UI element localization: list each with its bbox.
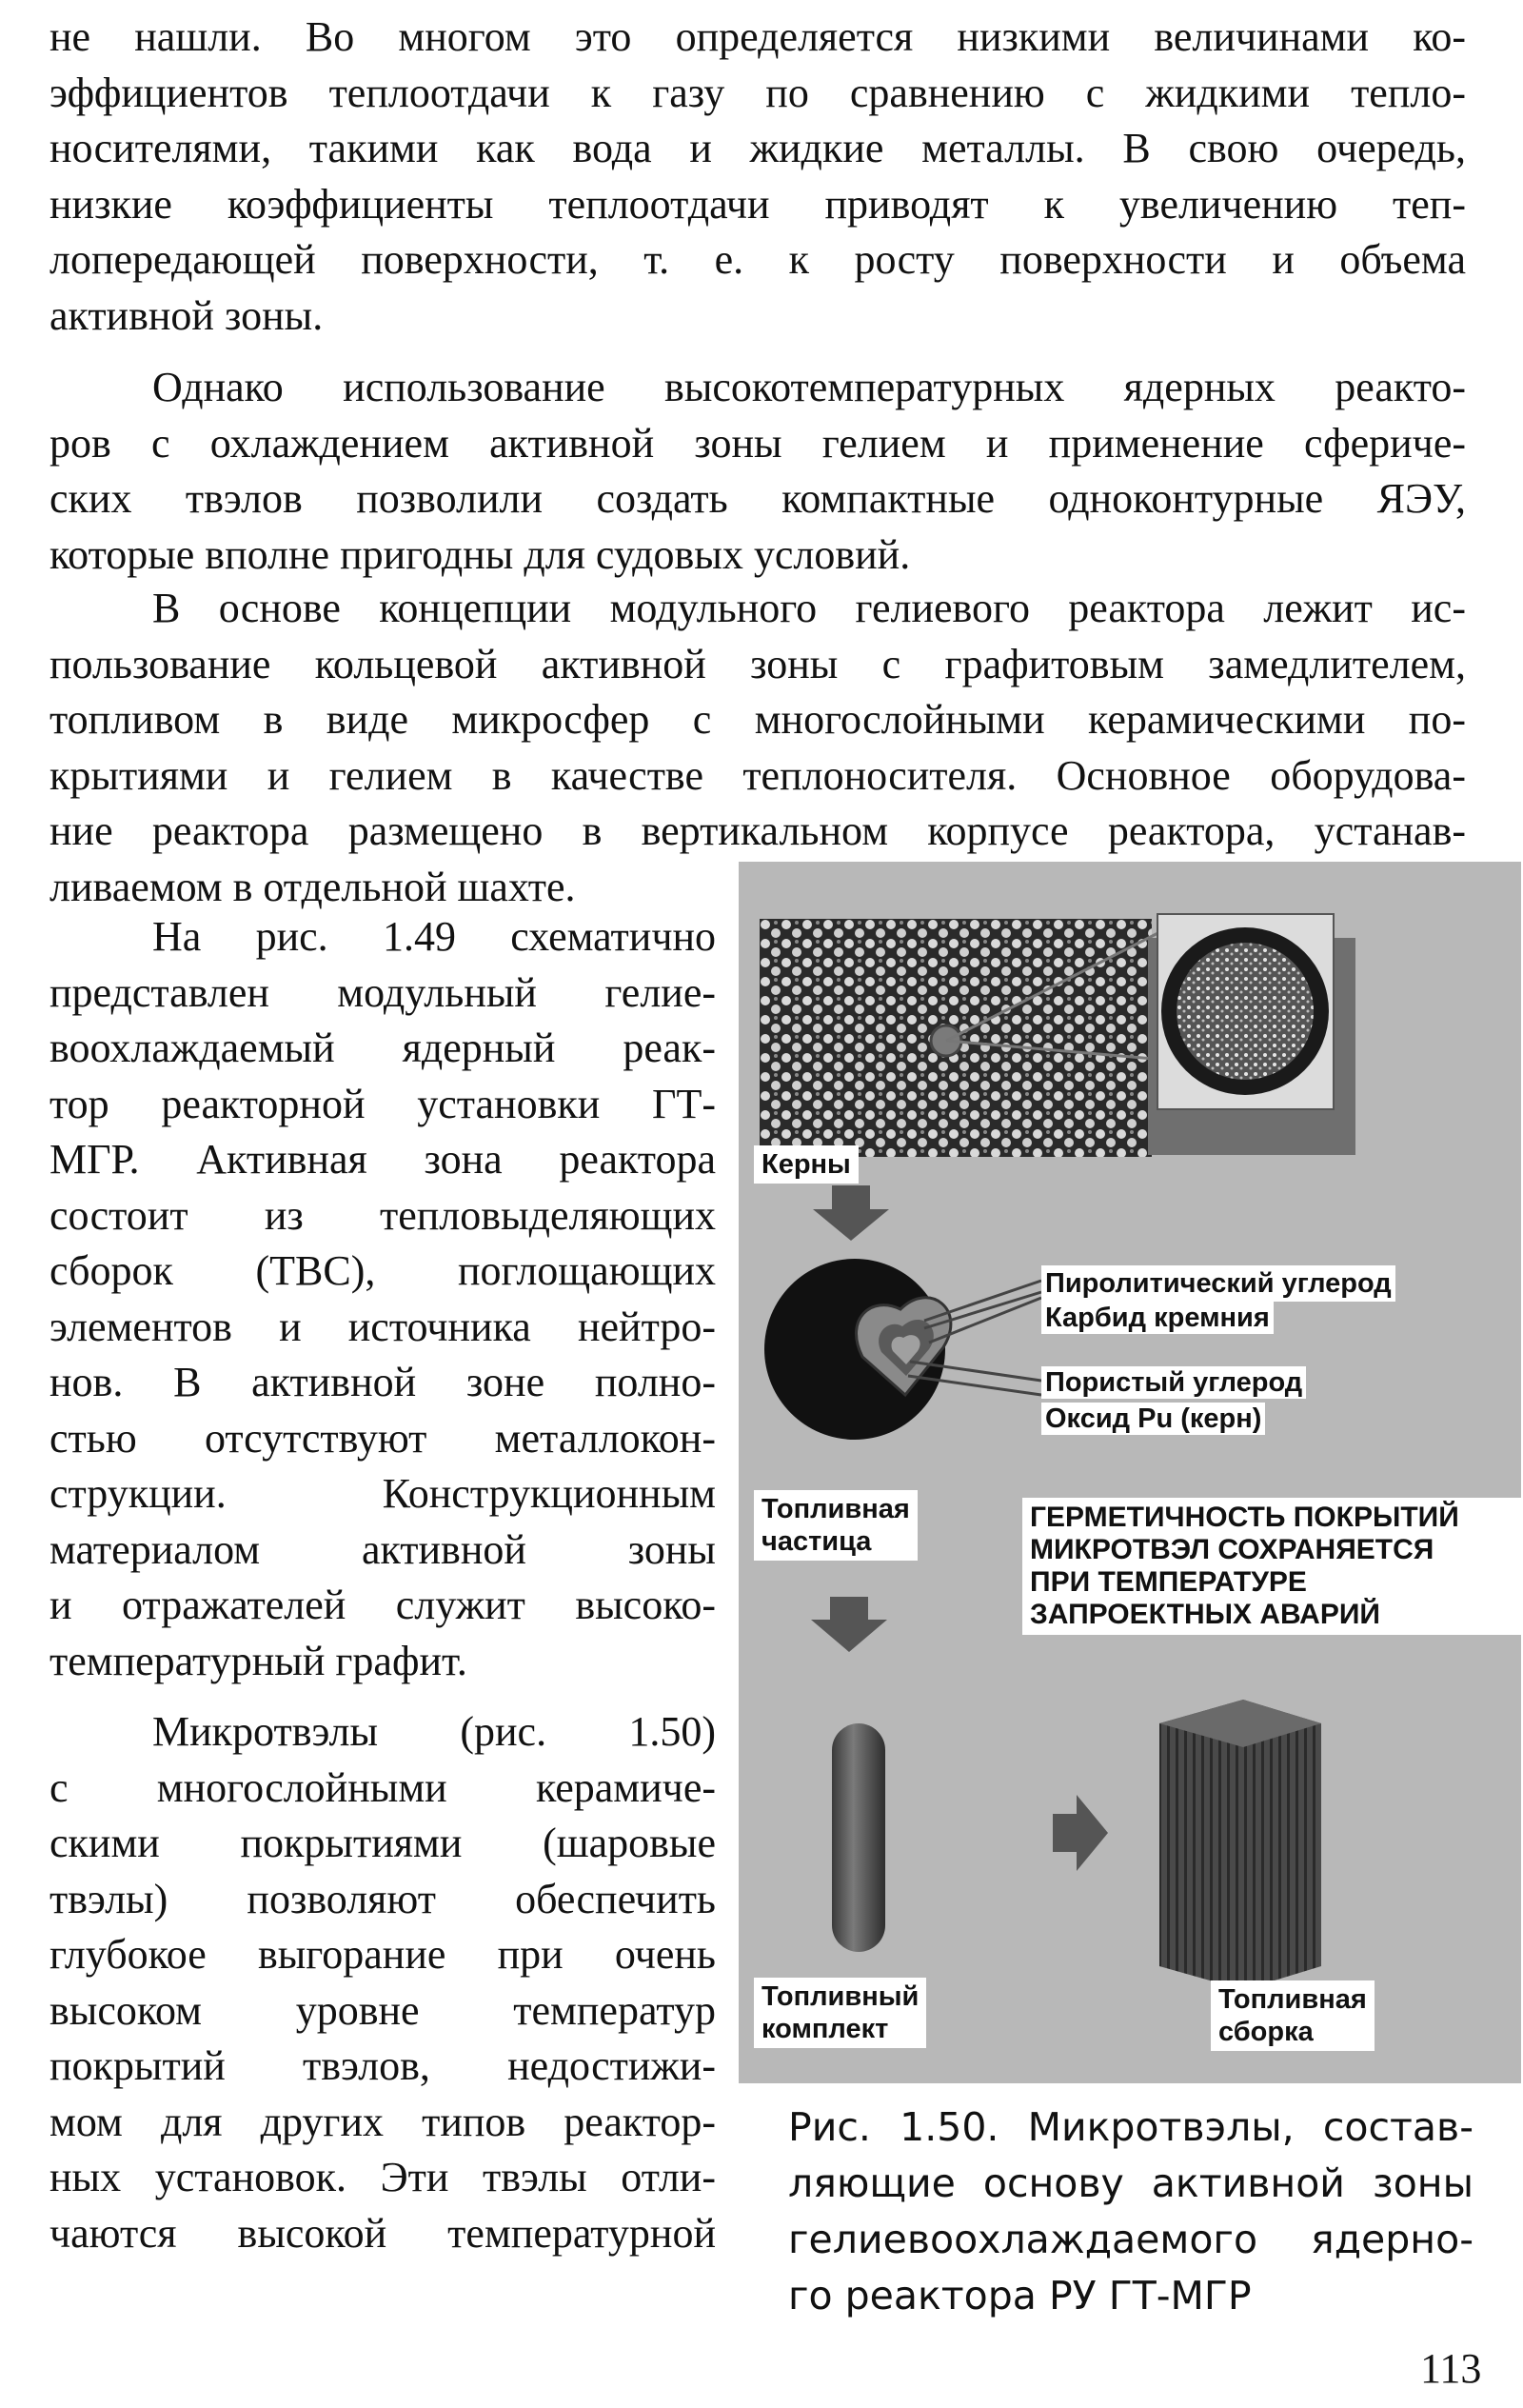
text-line: струкции. Конструкционным xyxy=(49,1470,716,1517)
paragraph-4 xyxy=(49,909,716,1689)
label-line: комплект xyxy=(762,2014,889,2044)
text-line: пользование кольцевой активной зоны с графитовым замедлителем, xyxy=(49,640,1466,687)
text-line: ских твэлов позволили создать компактные одноконтурные ЯЭУ, xyxy=(49,475,1466,522)
caption-line: го реактора РУ ГТ-МГР xyxy=(788,2273,1252,2318)
text-line: глубокое выгорание при очень xyxy=(49,1931,716,1978)
text-line: носителями, такими как вода и жидкие металлы. В свою очередь, xyxy=(49,125,1466,171)
caption-line: ляющие основу активной зоны xyxy=(788,2160,1474,2206)
text-line: не нашли. Во многом это определяется низкими величинами ко- xyxy=(49,13,1466,60)
text-line: низкие коэффициенты теплоотдачи приводят к увеличению теп- xyxy=(49,180,1466,228)
text-line: и отражателей служит высоко- xyxy=(49,1582,716,1628)
text-line: твэлы) позволяют обеспечить xyxy=(49,1875,716,1922)
text-line: высоком уровне температур xyxy=(49,1986,716,2034)
page-number: 113 xyxy=(1420,2345,1482,2392)
text-line: топливом в виде микросфер с многослойными керамическими по- xyxy=(49,696,1466,743)
text-line: ных установок. Эти твэлы отли- xyxy=(49,2154,716,2200)
figure-1-50 xyxy=(739,862,1521,2083)
text-line: мом для других типов реактор- xyxy=(49,2098,716,2145)
label-line: Топливная xyxy=(762,1494,910,1524)
label-coating-integrity xyxy=(1022,1498,1523,1635)
text-line: скими покрытиями (шаровые xyxy=(49,1820,716,1866)
text-line: материалом активной зоны xyxy=(49,1525,716,1573)
label-silicon-carbide: Карбид кремния xyxy=(1041,1302,1274,1334)
figure-caption xyxy=(788,2100,1474,2324)
text-line: На рис. 1.49 схематично xyxy=(152,913,716,960)
label-line: ПРИ ТЕМПЕРАТУРЕ xyxy=(1030,1566,1307,1598)
caption-line: Рис. 1.50. Микротвэлы, состав- xyxy=(788,2104,1474,2150)
text-line: Однако использование высокотемпературных ядерных реакто- xyxy=(152,364,1466,410)
text-line: сборок (ТВС), поглощающих xyxy=(49,1247,716,1294)
text-line: состоит из тепловыделяющих xyxy=(49,1191,716,1239)
text-line: нов. В активной зоне полно- xyxy=(49,1359,716,1405)
label-fuel-compact xyxy=(754,1978,926,2048)
text-line: лопередающей поверхности, т. е. к росту поверхности и объема xyxy=(49,236,1466,283)
label-line: частица xyxy=(762,1526,872,1557)
text-line: стью отсутствуют металлокон- xyxy=(49,1414,716,1462)
label-fuel-particle xyxy=(754,1490,918,1561)
arrow-down-icon xyxy=(813,1185,889,1241)
text-line: В основе концепции модульного гелиевого реактора лежит ис- xyxy=(152,585,1466,631)
label-pu-oxide: Оксид Pu (керн) xyxy=(1041,1403,1265,1435)
paragraph-1 xyxy=(49,10,1466,344)
label-line: сборка xyxy=(1218,2017,1314,2047)
text-line: чаются высокой температурной xyxy=(49,2209,716,2257)
text-line: ров с охлаждением активной зоны гелием и применение сфериче- xyxy=(49,419,1466,467)
arrow-down-icon xyxy=(811,1597,887,1652)
text-line: активной зоны. xyxy=(49,291,324,339)
arrow-right-icon xyxy=(1053,1795,1108,1871)
text-line: представлен модульный гелие- xyxy=(49,968,716,1016)
text-line: крытиями и гелием в качестве теплоносителя. Основное оборудова- xyxy=(49,751,1466,799)
fuel-compact-rod xyxy=(832,1723,885,1952)
figure-illustration xyxy=(739,862,1521,2083)
label-line: МИКРОТВЭЛ СОХРАНЯЕТСЯ xyxy=(1030,1534,1434,1565)
text-line: МГР. Активная зона реактора xyxy=(49,1136,716,1183)
caption-line: гелиевоохлаждаемого ядерно- xyxy=(788,2217,1474,2262)
text-line: эффициентов теплоотдачи к газу по сравнению с жидкими тепло- xyxy=(49,69,1466,116)
text-line: с многослойными керамиче- xyxy=(49,1763,716,1811)
text-line: Микротвэлы (рис. 1.50) xyxy=(152,1708,716,1755)
label-kerny: Керны xyxy=(754,1145,859,1184)
label-line: Топливный xyxy=(762,1981,920,2012)
label-line: Топливная xyxy=(1218,1984,1367,2015)
text-line: тор реакторной установки ГТ- xyxy=(49,1080,716,1127)
label-fuel-assembly xyxy=(1211,1980,1375,2051)
text-line: элементов и источника нейтро- xyxy=(49,1303,716,1350)
text-line: покрытий твэлов, недостижи- xyxy=(49,2042,716,2089)
label-pyrolytic-carbon: Пиролитический углерод xyxy=(1041,1265,1395,1302)
text-line: ливаемом в отдельной шахте. xyxy=(49,863,576,910)
label-porous-carbon: Пористый углерод xyxy=(1041,1366,1306,1399)
paragraph-2 xyxy=(49,360,1466,583)
paragraph-5 xyxy=(49,1704,716,2261)
text-line: которые вполне пригодны для судовых условий. xyxy=(49,530,911,578)
label-line: ГЕРМЕТИЧНОСТЬ ПОКРЫТИЙ xyxy=(1030,1502,1459,1533)
text-line: температурный графит. xyxy=(49,1637,467,1684)
label-line: ЗАПРОЕКТНЫХ АВАРИЙ xyxy=(1030,1599,1380,1630)
text-line: воохлаждаемый ядерный реак- xyxy=(49,1025,716,1071)
text-line: ние реактора размещено в вертикальном корпусе реактора, устанав- xyxy=(49,807,1466,854)
